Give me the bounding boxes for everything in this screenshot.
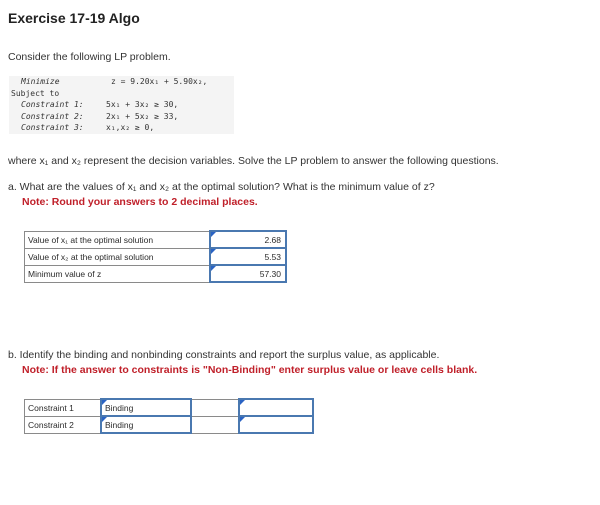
flag-icon bbox=[102, 400, 107, 405]
constraint-label: Constraint 1: bbox=[21, 100, 84, 109]
row-label: Minimum value of z bbox=[25, 265, 211, 282]
flag-icon bbox=[240, 400, 245, 405]
constraint-row bbox=[9, 111, 234, 123]
constraint-label: Constraint 2: bbox=[21, 111, 84, 121]
answer-input[interactable] bbox=[210, 231, 286, 248]
surplus-input[interactable] bbox=[239, 399, 313, 416]
answer-input[interactable] bbox=[210, 248, 286, 265]
constraint-expression: x₁,x₂ ≥ 0, bbox=[106, 123, 155, 132]
status-select[interactable] bbox=[101, 416, 191, 433]
subject-to-row bbox=[9, 88, 234, 100]
minimize-label: Minimize bbox=[21, 77, 60, 86]
blank-cell bbox=[191, 416, 239, 433]
constraint-label: Constraint 3: bbox=[21, 123, 84, 132]
note-a: Note: Round your answers to 2 decimal places. bbox=[22, 196, 258, 208]
status-value: Binding bbox=[105, 419, 134, 430]
answer-value: 57.30 bbox=[259, 268, 281, 279]
flag-icon bbox=[211, 266, 216, 271]
table-row bbox=[25, 248, 287, 265]
table-row bbox=[25, 399, 314, 416]
answer-value: 5.53 bbox=[264, 251, 281, 262]
constraint-expression: 5x₁ + 3x₂ ≥ 30, bbox=[106, 100, 179, 109]
status-select[interactable] bbox=[101, 399, 191, 416]
question-a: a. What are the values of x₁ and x₂ at the optimal solution? What is the minimum value of z? bbox=[8, 181, 435, 193]
table-row bbox=[25, 416, 314, 433]
objective-expression: z = 9.20x₁ + 5.90x₂, bbox=[111, 77, 208, 86]
constraint-row bbox=[9, 122, 234, 134]
subject-to-label: Subject to bbox=[11, 88, 60, 98]
note-b: Note: If the answer to constraints is "Non-Binding" enter surplus value or leave cells blank. bbox=[22, 364, 478, 376]
status-value: Binding bbox=[105, 402, 134, 413]
row-label: Constraint 2 bbox=[25, 416, 102, 433]
question-b: b. Identify the binding and nonbinding constraints and report the surplus value, as applicable. bbox=[8, 349, 440, 361]
flag-icon bbox=[240, 417, 245, 422]
table-row bbox=[25, 265, 287, 282]
page-title: Exercise 17-19 Algo bbox=[8, 10, 140, 26]
row-label: Constraint 1 bbox=[25, 399, 102, 416]
surplus-input[interactable] bbox=[239, 416, 313, 433]
intro-text: Consider the following LP problem. bbox=[8, 51, 171, 63]
flag-icon bbox=[211, 232, 216, 237]
objective-row bbox=[9, 76, 234, 88]
where-text: where x₁ and x₂ represent the decision variables. Solve the LP problem to answer the following questions. bbox=[8, 155, 499, 167]
flag-icon bbox=[102, 417, 107, 422]
answer-value: 2.68 bbox=[264, 234, 281, 245]
answer-input[interactable] bbox=[210, 265, 286, 282]
constraint-expression: 2x₁ + 5x₂ ≥ 33, bbox=[106, 111, 179, 121]
row-label: Value of x₂ at the optimal solution bbox=[25, 248, 211, 265]
row-label: Value of x₁ at the optimal solution bbox=[25, 231, 211, 248]
constraint-row bbox=[9, 99, 234, 111]
blank-cell bbox=[191, 399, 239, 416]
flag-icon bbox=[211, 249, 216, 254]
answer-table-b bbox=[24, 398, 314, 434]
table-row bbox=[25, 231, 287, 248]
answer-table-a bbox=[24, 230, 287, 283]
lp-problem-block bbox=[9, 76, 234, 134]
